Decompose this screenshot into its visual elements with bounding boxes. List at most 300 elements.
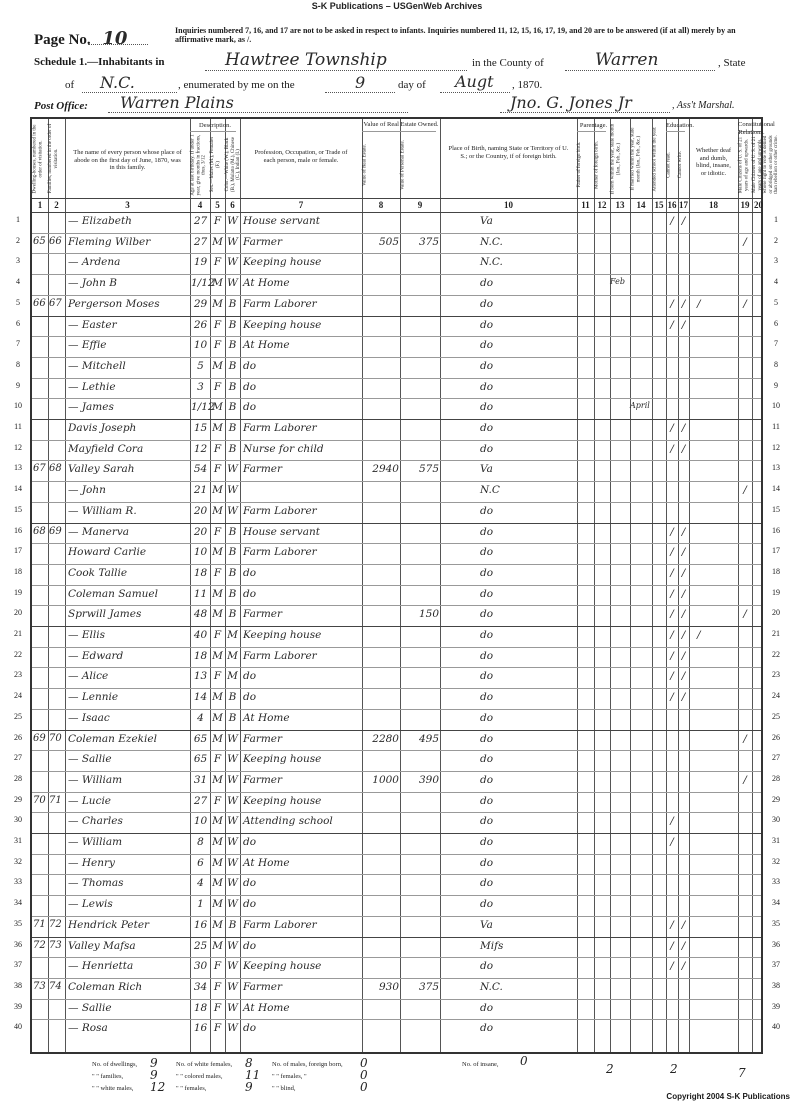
real-estate-group-header: Value of Real Estate Owned. [363, 121, 439, 128]
day-value: 9 [355, 73, 366, 92]
line-number-left: 38 [14, 980, 22, 990]
column-header-c17: Cannot write. [678, 150, 683, 179]
column-number: 20 [754, 200, 763, 210]
person-sex: M [212, 297, 223, 310]
personal-estate-value: 375 [418, 235, 439, 248]
person-color: W [227, 773, 238, 786]
person-age: 40 [193, 629, 208, 641]
line-number-left: 1 [16, 215, 20, 224]
person-name: — Elizabeth [68, 215, 132, 227]
line-number-right: 23 [772, 670, 780, 680]
cannot-read-mark: / [670, 525, 674, 538]
person-sex: M [212, 608, 223, 621]
person-color: W [227, 960, 238, 973]
line-number-left: 15 [14, 504, 22, 514]
post-office-value: Warren Plains [120, 93, 234, 112]
person-color: W [227, 939, 238, 952]
cannot-write-mark: / [681, 939, 686, 952]
column-number: 8 [378, 200, 384, 210]
person-sex: M [212, 504, 223, 517]
person-occupation: do [243, 939, 257, 952]
birth-place: do [480, 670, 494, 683]
real-estate-value: 1000 [372, 773, 399, 786]
person-color: B [228, 587, 237, 600]
family-number: 69 [49, 525, 62, 537]
birth-place: do [480, 359, 494, 372]
person-occupation: do [243, 898, 257, 911]
birth-place: do [480, 711, 494, 724]
person-occupation: Keeping house [243, 318, 322, 331]
cannot-write-mark: / [681, 960, 686, 973]
column-header-c2: Families, numbered in the order of visitation. [48, 123, 59, 194]
birth-place: N.C. [480, 235, 503, 248]
cannot-write-mark: / [681, 918, 686, 931]
column-header-c1: Dwelling-houses, numbered in the order of visitation. [32, 124, 43, 193]
insane-value: 0 [520, 1054, 528, 1068]
person-age: 20 [193, 504, 208, 517]
person-name: — John B [68, 277, 117, 290]
person-name: Sprwill James [68, 608, 142, 621]
column-header-c10: Place of Birth, naming State or Territory of U. S.; or the Country, if of foreign birth. [448, 145, 569, 160]
person-color: B [228, 566, 237, 579]
person-occupation: Farm Laborer [243, 649, 317, 662]
cannot-read-mark: / [670, 442, 674, 455]
line-number-left: 22 [14, 649, 22, 659]
person-name: Valley Sarah [68, 463, 135, 476]
birth-place: do [480, 649, 494, 662]
person-name: — Charles [68, 815, 123, 828]
post-office-label: Post Office: [34, 100, 88, 112]
education-group-header: Education. [666, 122, 694, 129]
page-number-label [34, 28, 127, 49]
birth-place: do [480, 277, 494, 290]
cannot-read-mark: / [670, 608, 674, 621]
family-number: 74 [49, 980, 62, 992]
person-age: 21 [193, 484, 208, 497]
person-sex: M [212, 401, 223, 414]
person-color: B [228, 711, 237, 724]
real-estate-value: 2940 [372, 463, 399, 476]
person-occupation: Keeping house [243, 753, 322, 766]
line-number-right: 17 [772, 546, 780, 556]
cannot-write-mark: / [681, 670, 686, 683]
person-occupation: do [243, 380, 257, 393]
person-color: B [228, 380, 237, 393]
column-header-c6: Color.—White (W.), Black (B.), Mulatto (M.), Chinese (C.), Indian (I.) [225, 136, 241, 193]
person-occupation: Farmer [243, 463, 283, 476]
person-name: — Ardena [68, 256, 121, 269]
line-number-right: 13 [772, 463, 780, 473]
person-sex: M [212, 277, 223, 290]
family-number: 73 [49, 939, 62, 951]
parentage-group-header: Parentage. [579, 122, 608, 129]
person-occupation: do [243, 401, 257, 414]
person-color: W [227, 277, 238, 290]
person-age: 4 [197, 877, 204, 890]
person-age: 26 [193, 318, 208, 331]
person-color: W [227, 836, 238, 848]
cannot-write-mark: / [681, 566, 686, 579]
person-sex: M [212, 898, 223, 911]
cannot-read-mark: / [670, 670, 674, 683]
person-occupation: Farm Laborer [243, 546, 317, 559]
person-sex: M [212, 235, 223, 248]
person-age: 34 [193, 980, 208, 993]
line-number-right: 16 [772, 525, 780, 535]
column-number: 18 [709, 200, 718, 210]
person-sex: F [213, 463, 222, 476]
line-number-left: 25 [14, 711, 22, 721]
line-number-left: 34 [14, 898, 22, 908]
citizen-mark: / [743, 608, 747, 621]
person-name: — Henry [68, 856, 115, 869]
dwelling-number: 67 [33, 463, 46, 475]
line-number-left: 19 [14, 587, 22, 597]
dwelling-number: 70 [33, 794, 46, 806]
dwellings-label: No. of dwellings, [92, 1061, 138, 1068]
person-occupation: do [243, 836, 257, 848]
line-number-right: 31 [772, 836, 780, 845]
person-age: 31 [193, 773, 208, 786]
person-age: 6 [197, 856, 204, 869]
birth-place: do [480, 442, 494, 455]
person-name: — Lucie [68, 794, 112, 807]
column-header-c19: Male Citizens of U. S. of 21 years of age and upwards. [738, 136, 749, 193]
column-number: 1 [37, 200, 43, 210]
birth-place: do [480, 504, 494, 517]
person-name: — Ellis [68, 629, 105, 641]
line-number-right: 33 [772, 877, 780, 887]
citizen-mark: / [743, 484, 747, 497]
dwellings-value: 9 [150, 1056, 158, 1070]
family-number: 72 [49, 918, 62, 930]
line-number-left: 31 [14, 836, 22, 845]
birth-place: do [480, 836, 494, 848]
person-occupation: do [243, 670, 257, 683]
cannot-write-mark: / [681, 215, 686, 227]
dwelling-number: 72 [33, 939, 46, 951]
person-occupation: do [243, 359, 257, 372]
birth-place: do [480, 566, 494, 579]
person-occupation: Nurse for child [243, 442, 324, 455]
cannot-read-mark: / [670, 918, 674, 931]
cannot-write-mark: / [681, 442, 686, 455]
person-color: M [227, 670, 238, 683]
line-number-right: 24 [772, 691, 780, 701]
real-estate-value: 930 [378, 980, 399, 993]
person-color: W [227, 256, 238, 269]
person-name: — John [68, 484, 106, 497]
line-number-right: 12 [772, 442, 780, 452]
person-sex: M [212, 422, 223, 434]
page-label: Page No. [34, 32, 91, 48]
person-age: 19 [193, 256, 208, 269]
birth-place: do [480, 297, 494, 310]
person-sex: F [213, 960, 222, 973]
cannot-read-mark: / [670, 629, 674, 641]
cannot-write-mark: / [681, 608, 686, 621]
person-name: Davis Joseph [68, 422, 137, 434]
person-name: — Lethie [68, 380, 116, 393]
person-name: Coleman Samuel [68, 587, 158, 600]
line-number-right: 32 [772, 856, 780, 866]
column-number: 9 [417, 200, 423, 210]
white-females-label: No. of white females, [176, 1061, 233, 1068]
column-number: 15 [654, 200, 664, 210]
person-name: — Lewis [68, 898, 113, 911]
person-age: 18 [193, 1001, 208, 1014]
dwelling-number: 65 [33, 235, 46, 247]
person-name: Valley Mafsa [68, 939, 136, 952]
cannot-read-mark: / [670, 215, 674, 227]
person-name: — Henrietta [68, 960, 134, 973]
cannot-read-mark: / [670, 836, 674, 848]
person-color: B [228, 422, 237, 434]
column-header-c9: Value of Personal Estate. [400, 139, 405, 190]
column-number: 10 [504, 200, 513, 210]
column-header-c7: Profession, Occupation, or Trade of each person, male or female. [254, 149, 348, 164]
line-number-left: 6 [16, 318, 20, 328]
constitutional-group-header: Constitutional Relations. [738, 121, 775, 136]
person-sex: F [213, 629, 222, 641]
person-color: W [227, 1022, 238, 1035]
line-number-left: 32 [14, 856, 22, 866]
person-name: — William [68, 836, 123, 848]
white-males-label: " " white males, [92, 1085, 134, 1092]
real-estate-value: 2280 [372, 732, 399, 745]
person-age: 10 [193, 546, 208, 559]
person-occupation: Farmer [243, 235, 283, 248]
line-number-left: 21 [14, 629, 22, 638]
person-color: M [227, 649, 238, 662]
cannot-read-mark: / [670, 649, 674, 662]
birth-place: do [480, 732, 494, 745]
marshal-label: , Ass't Marshal. [672, 100, 735, 111]
person-occupation: Farm Laborer [243, 297, 317, 310]
foreign-females-label: " " females, " [272, 1073, 307, 1080]
column-number: 16 [667, 200, 677, 210]
person-occupation: Farmer [243, 773, 283, 786]
person-occupation: do [243, 1022, 257, 1035]
citizen-mark: / [743, 235, 747, 248]
person-sex: F [213, 525, 222, 538]
cannot-write-mark: / [681, 546, 686, 559]
county-label: in the County of [472, 57, 544, 69]
person-occupation: Farmer [243, 732, 283, 745]
line-number-left: 9 [16, 380, 20, 390]
column-header-c5: Sex.—Males (M.), Females (F.) [210, 136, 221, 193]
person-age: 8 [197, 836, 204, 848]
copyright-notice: Copyright 2004 S-K Publications [666, 1092, 790, 1101]
person-age: 27 [193, 215, 208, 227]
line-number-left: 30 [14, 815, 22, 825]
person-sex: F [213, 1022, 222, 1035]
line-number-left: 5 [16, 297, 20, 307]
birth-place: N.C. [480, 980, 503, 993]
insane-label: No. of insane, [462, 1061, 499, 1068]
line-number-right: 25 [772, 711, 780, 721]
cannot-write-mark: / [681, 297, 686, 310]
line-number-right: 37 [772, 960, 780, 970]
person-name: — William [68, 773, 123, 786]
line-number-right: 35 [772, 918, 780, 928]
cannot-write-mark: / [681, 525, 686, 538]
line-number-right: 1 [774, 215, 778, 224]
person-sex: M [212, 939, 223, 952]
line-number-left: 7 [16, 339, 20, 349]
line-number-left: 35 [14, 918, 22, 928]
birth-place: do [480, 422, 494, 434]
person-sex: F [213, 380, 222, 393]
person-sex: M [212, 877, 223, 890]
person-age: 48 [193, 608, 208, 621]
line-number-right: 6 [774, 318, 778, 328]
person-age: 16 [193, 1022, 208, 1035]
column-number: 12 [597, 200, 607, 210]
of-label: of [65, 79, 75, 91]
cannot-write-mark: / [681, 649, 686, 662]
person-age: 4 [197, 711, 204, 724]
person-occupation: Keeping house [243, 960, 322, 973]
person-occupation: do [243, 691, 257, 704]
person-name: — Manerva [68, 525, 130, 538]
line-number-left: 2 [16, 235, 20, 245]
person-color: B [228, 339, 237, 352]
line-number-left: 33 [14, 877, 22, 887]
colored-females-label: " " females, [176, 1085, 207, 1092]
person-occupation: Farm Laborer [243, 504, 317, 517]
person-name: — Sallie [68, 1001, 112, 1014]
person-age: 18 [193, 649, 208, 662]
birth-place: do [480, 629, 494, 641]
person-color: W [227, 794, 238, 807]
line-number-left: 8 [16, 359, 20, 369]
schedule-line [34, 56, 165, 68]
cannot-read-mark: / [670, 587, 674, 600]
person-occupation: Farmer [243, 608, 283, 621]
white-females-value: 8 [245, 1056, 253, 1070]
person-age: 12 [193, 442, 208, 455]
person-age: 18 [193, 566, 208, 579]
person-age: 1/12 [191, 401, 215, 414]
line-number-right: 30 [772, 815, 780, 825]
personal-estate-value: 495 [418, 732, 439, 745]
line-number-left: 26 [14, 732, 22, 742]
person-color: W [227, 504, 238, 517]
month-value: Augt [455, 72, 494, 91]
birth-place: do [480, 856, 494, 869]
column-header-c15: Attended school within the year. [652, 126, 657, 191]
person-age: 10 [193, 815, 208, 828]
personal-estate-value: 575 [418, 463, 439, 476]
person-name: Pergerson Moses [68, 297, 160, 310]
column-header-c16: Cannot read. [666, 151, 671, 178]
column-number: 2 [54, 200, 59, 210]
cannot-write-mark: / [681, 691, 686, 704]
line-number-left: 28 [14, 773, 22, 783]
families-label: " " families, [92, 1073, 124, 1080]
citizen-mark: / [743, 732, 747, 745]
person-color: W [227, 484, 238, 497]
family-number: 66 [49, 235, 62, 247]
family-number: 70 [49, 732, 62, 744]
person-sex: M [212, 773, 223, 786]
person-occupation: do [243, 587, 257, 600]
cannot-read-mark: / [670, 566, 674, 579]
cannot-read-mark: / [670, 815, 674, 828]
dwelling-number: 68 [33, 525, 46, 537]
person-name: Coleman Rich [68, 980, 143, 993]
person-name: — Lennie [68, 691, 119, 704]
birth-place: Va [480, 918, 493, 931]
birth-place: Va [480, 215, 493, 227]
line-number-left: 20 [14, 608, 22, 618]
person-age: 11 [193, 587, 208, 600]
person-occupation: Attending school [243, 815, 333, 828]
born-within-year: Feb [610, 277, 625, 287]
cannot-write-mark: / [681, 629, 686, 641]
person-sex: F [213, 215, 222, 227]
line-number-right: 28 [772, 773, 780, 783]
colored-males-value: 11 [245, 1068, 261, 1082]
foreign-females-value: 0 [360, 1068, 368, 1082]
person-name: Mayfield Cora [68, 442, 144, 455]
column-number: 6 [230, 200, 235, 210]
line-number-left: 3 [16, 256, 20, 266]
foreign-males-value: 0 [360, 1056, 368, 1070]
person-name: — Easter [68, 318, 117, 331]
person-sex: F [213, 339, 222, 352]
line-number-right: 34 [772, 898, 780, 908]
person-occupation: At Home [243, 856, 290, 869]
person-age: 65 [193, 753, 208, 766]
birth-place: do [480, 587, 494, 600]
column-header-c18: Whether deaf and dumb, blind, insane, or idiotic. [695, 147, 732, 177]
birth-place: Va [480, 463, 493, 476]
line-number-left: 10 [14, 401, 22, 411]
colored-females-value: 9 [245, 1080, 253, 1094]
person-sex: F [213, 753, 222, 766]
person-age: 29 [193, 297, 208, 310]
line-number-right: 5 [774, 297, 778, 307]
line-number-left: 29 [14, 794, 22, 804]
birth-place: do [480, 525, 494, 538]
birth-place: do [480, 794, 494, 807]
line-number-right: 2 [774, 235, 778, 245]
person-name: — Rosa [68, 1022, 108, 1035]
cannot-write-mark: / [681, 587, 686, 600]
person-age: 14 [193, 691, 208, 704]
family-number: 67 [49, 297, 62, 309]
person-name: Coleman Ezekiel [68, 732, 157, 745]
line-number-left: 4 [16, 277, 20, 287]
page-number: 10 [102, 28, 128, 49]
column-number: 19 [740, 200, 750, 210]
person-sex: M [212, 484, 223, 497]
person-age: 10 [193, 339, 208, 352]
birth-place: do [480, 877, 494, 890]
line-number-right: 8 [774, 359, 778, 369]
cannot-read-mark: / [670, 691, 674, 704]
person-color: B [228, 297, 237, 310]
person-color: W [227, 732, 238, 745]
column-header-c3: The name of every person whose place of abode on the first day of June, 1870, was in this family. [73, 149, 182, 171]
person-age: 1 [197, 898, 204, 911]
person-occupation: At Home [243, 277, 290, 290]
birth-place: do [480, 339, 494, 352]
cannot-write-mark: / [681, 318, 686, 331]
person-name: — Sallie [68, 753, 112, 766]
